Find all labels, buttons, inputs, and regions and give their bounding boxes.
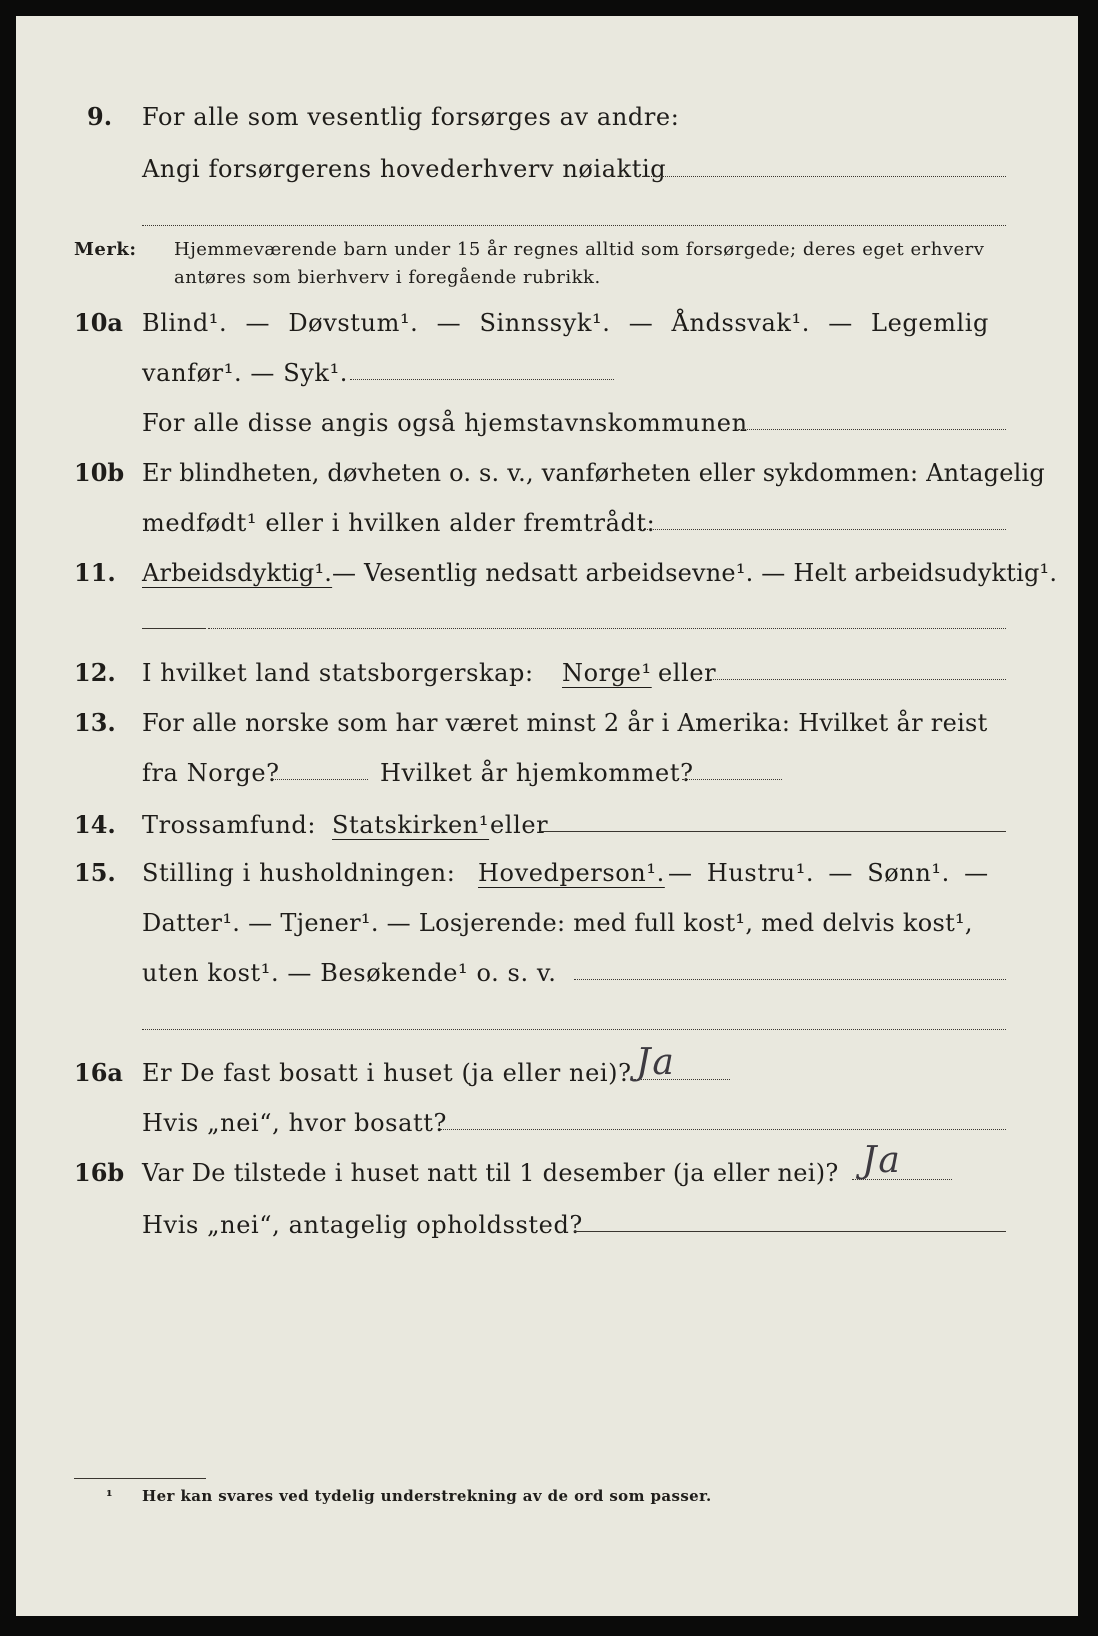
- q10b-number: 10b: [74, 458, 125, 487]
- q10a-number: 10a: [74, 308, 123, 337]
- census-form-page: [16, 16, 1078, 1616]
- q15-answer-line[interactable]: [574, 979, 1006, 980]
- q16b-handwritten-answer[interactable]: Ja: [862, 1140, 902, 1181]
- q9-question: For alle som vesentlig forsørges av andre:: [142, 103, 680, 131]
- q10b-answer-line[interactable]: [638, 529, 1006, 530]
- q12-prompt: I hvilket land statsborgerskap:: [142, 659, 534, 687]
- q16a-followup-line[interactable]: [440, 1129, 1006, 1130]
- q14-prompt: Trossamfund:: [142, 811, 317, 839]
- q10a-options: Blind¹. — Døvstum¹. — Sinnssyk¹. — Åndssvak¹. — Legemlig: [142, 309, 990, 337]
- footnote-text: Her kan svares ved tydelig understrekning av de ord som passer.: [142, 1487, 712, 1505]
- q16b-followup-line[interactable]: [574, 1231, 1006, 1232]
- footnote-marker: ¹: [106, 1487, 113, 1505]
- q16a-handwritten-answer[interactable]: Ja: [636, 1042, 676, 1083]
- q15-option-hovedperson[interactable]: Hovedperson¹.: [478, 859, 665, 887]
- q16a-followup: Hvis „nei“, hvor bosatt?: [142, 1109, 447, 1137]
- footnote-rule: [74, 1478, 206, 1479]
- q9-number: 9.: [87, 102, 113, 131]
- q16b-number: 16b: [74, 1158, 125, 1187]
- merk-label: Merk:: [74, 239, 137, 260]
- q16b-followup: Hvis „nei“, antagelig opholdssted?: [142, 1211, 583, 1239]
- q11-answer-line[interactable]: [208, 628, 1006, 629]
- q13-reist-label: fra Norge?: [142, 759, 280, 787]
- q13-question: For alle norske som har været minst 2 år i Amerika: Hvilket år reist: [142, 709, 988, 737]
- q14-eller: eller: [490, 811, 549, 839]
- q10a-syk-line[interactable]: [350, 379, 614, 380]
- q16b-question: Var De tilstede i huset natt til 1 desember (ja eller nei)?: [142, 1159, 839, 1187]
- q16a-number: 16a: [74, 1058, 123, 1087]
- q14-answer-line[interactable]: [540, 831, 1006, 832]
- q15-prompt: Stilling i husholdningen:: [142, 859, 456, 887]
- q11-number: 11.: [74, 558, 116, 587]
- q10b-prompt: medfødt¹ eller i hvilken alder fremtrådt:: [142, 509, 656, 537]
- q11-option-arbeidsdyktig[interactable]: Arbeidsdyktig¹.: [142, 559, 333, 587]
- q13-number: 13.: [74, 708, 116, 737]
- q12-option-norge[interactable]: Norge¹: [562, 659, 652, 687]
- q10a-answer-line[interactable]: [738, 429, 1006, 430]
- q13-reist-line[interactable]: [272, 779, 368, 780]
- q15-options-3: uten kost¹. — Besøkende¹ o. s. v.: [142, 959, 557, 987]
- q12-answer-line[interactable]: [710, 679, 1006, 680]
- q14-number: 14.: [74, 810, 116, 839]
- q15-options-2: Datter¹. — Tjener¹. — Losjerende: med full kost¹, med delvis kost¹,: [142, 909, 973, 937]
- q13-hjemkommet-label: Hvilket år hjemkommet?: [380, 759, 694, 787]
- merk-text-1: Hjemmeværende barn under 15 år regnes alltid som forsørgede; deres eget erhverv: [174, 239, 985, 260]
- q11-other-options: — Vesentlig nedsatt arbeidsevne¹. — Helt arbeidsudyktig¹.: [332, 559, 1058, 587]
- q9-answer-line-2[interactable]: [142, 225, 1006, 226]
- q15-options-1: — Hustru¹. — Sønn¹. —: [668, 859, 989, 887]
- q9-prompt: Angi forsørgerens hovederhverv nøiaktig: [142, 155, 667, 183]
- q14-option-statskirken[interactable]: Statskirken¹: [332, 811, 490, 839]
- q10a-prompt: For alle disse angis også hjemstavnskommunen: [142, 409, 748, 437]
- q13-hjemkommet-line[interactable]: [682, 779, 782, 780]
- q10b-question: Er blindheten, døvheten o. s. v., vanførheten eller sykdommen: Antagelig: [142, 459, 1045, 487]
- q11-rule-start: [142, 628, 206, 629]
- q15-answer-line-2[interactable]: [142, 1029, 1006, 1030]
- q10a-options-2: vanfør¹. — Syk¹.: [142, 359, 349, 387]
- q15-number: 15.: [74, 858, 116, 887]
- merk-text-2: antøres som bierhverv i foregående rubrikk.: [174, 267, 601, 288]
- q12-eller: eller: [658, 659, 717, 687]
- q9-answer-line[interactable]: [642, 176, 1006, 177]
- q12-number: 12.: [74, 658, 116, 687]
- q16a-question: Er De fast bosatt i huset (ja eller nei)?: [142, 1059, 632, 1087]
